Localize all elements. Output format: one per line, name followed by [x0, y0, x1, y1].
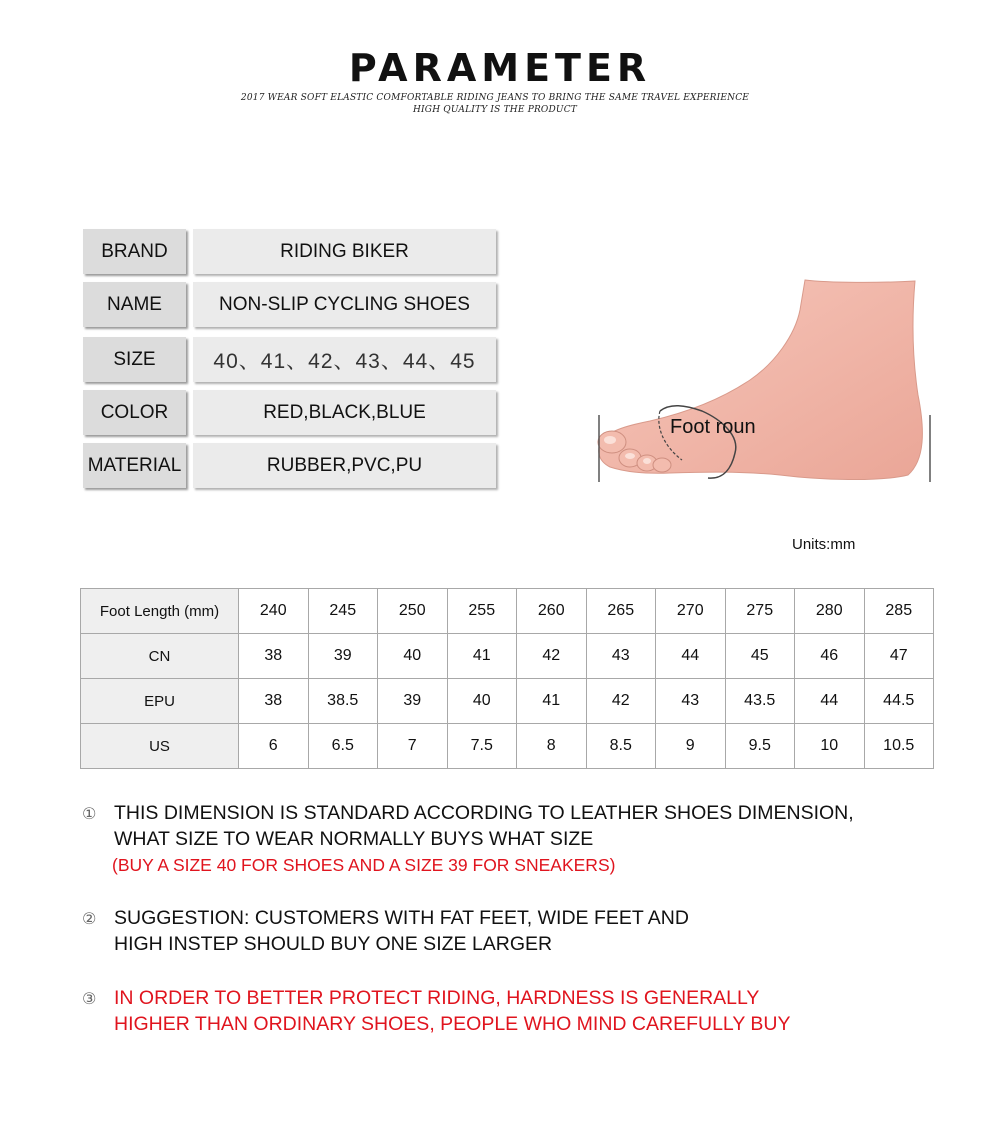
subtitle-line-1: 2017 WEAR SOFT ELASTIC COMFORTABLE RIDING JEANS TO BRING THE SAME TRAVEL EXPERIENCE: [240, 93, 750, 103]
note-3: [82, 986, 791, 1036]
table-cell: 285: [864, 589, 934, 634]
note-text: HIGHER THAN ORDINARY SHOES, PEOPLE WHO MIND CAREFULLY BUY: [114, 1013, 791, 1035]
param-key: COLOR: [83, 390, 186, 435]
table-cell: 260: [517, 589, 587, 634]
table-cell: 10: [795, 724, 865, 769]
page-subtitle: [0, 92, 990, 116]
table-cell: 280: [795, 589, 865, 634]
note-1: [82, 801, 854, 877]
subtitle-line-2: HIGH QUALITY IS THE PRODUCT: [413, 105, 577, 115]
table-row: [81, 634, 934, 679]
table-cell: 275: [725, 589, 795, 634]
param-key: BRAND: [83, 229, 186, 274]
note-red-text: (BUY A SIZE 40 FOR SHOES AND A SIZE 39 FOR SNEAKERS): [112, 855, 616, 875]
table-cell: 42: [517, 634, 587, 679]
table-cell: 43.5: [725, 679, 795, 724]
table-cell: 245: [308, 589, 378, 634]
table-cell: 39: [308, 634, 378, 679]
table-cell: 41: [447, 634, 517, 679]
table-cell: 7.5: [447, 724, 517, 769]
table-cell: 265: [586, 589, 656, 634]
row-header: CN: [81, 634, 239, 679]
table-row: [81, 589, 934, 634]
note-text: HIGH INSTEP SHOULD BUY ONE SIZE LARGER: [114, 933, 553, 955]
table-cell: 250: [378, 589, 448, 634]
note-text: SUGGESTION: CUSTOMERS WITH FAT FEET, WIDE FEET AND: [114, 907, 689, 929]
units-label: Units:mm: [792, 536, 856, 553]
table-cell: 40: [378, 634, 448, 679]
table-cell: 6.5: [308, 724, 378, 769]
table-cell: 8: [517, 724, 587, 769]
param-value: RUBBER,PVC,PU: [193, 443, 496, 488]
table-cell: 44: [656, 634, 726, 679]
table-cell: 270: [656, 589, 726, 634]
foot-icon: [590, 275, 940, 490]
table-cell: 41: [517, 679, 587, 724]
table-cell: 38.5: [308, 679, 378, 724]
foot-round-label: Foot roun: [670, 416, 756, 438]
table-row: [81, 679, 934, 724]
table-cell: 9: [656, 724, 726, 769]
table-cell: 42: [586, 679, 656, 724]
table-cell: 39: [378, 679, 448, 724]
row-header: EPU: [81, 679, 239, 724]
table-cell: 38: [239, 679, 309, 724]
note-text: THIS DIMENSION IS STANDARD ACCORDING TO LEATHER SHOES DIMENSION,: [114, 802, 854, 824]
param-value: 40、41、42、43、44、45: [193, 337, 496, 382]
table-cell: 38: [239, 634, 309, 679]
table-cell: 44: [795, 679, 865, 724]
table-cell: 40: [447, 679, 517, 724]
table-cell: 10.5: [864, 724, 934, 769]
table-cell: 43: [586, 634, 656, 679]
note-marker: ③: [82, 991, 97, 1008]
table-cell: 9.5: [725, 724, 795, 769]
table-cell: 255: [447, 589, 517, 634]
param-value: RED,BLACK,BLUE: [193, 390, 496, 435]
table-cell: 240: [239, 589, 309, 634]
table-cell: 8.5: [586, 724, 656, 769]
page-title: PARAMETER: [348, 46, 652, 90]
table-cell: 46: [795, 634, 865, 679]
note-marker: ②: [82, 911, 97, 928]
param-key: NAME: [83, 282, 186, 327]
table-cell: 45: [725, 634, 795, 679]
row-header: US: [81, 724, 239, 769]
param-key: MATERIAL: [83, 443, 186, 488]
param-value: NON-SLIP CYCLING SHOES: [193, 282, 496, 327]
note-2: [82, 906, 689, 956]
table-row: [81, 724, 934, 769]
row-header: Foot Length (mm): [81, 589, 239, 634]
foot-illustration: [590, 275, 940, 490]
note-marker: ①: [82, 806, 97, 823]
note-text: WHAT SIZE TO WEAR NORMALLY BUYS WHAT SIZE: [114, 828, 594, 850]
param-key: SIZE: [83, 337, 186, 382]
table-cell: 6: [239, 724, 309, 769]
table-cell: 7: [378, 724, 448, 769]
table-cell: 44.5: [864, 679, 934, 724]
param-value: RIDING BIKER: [193, 229, 496, 274]
note-text: IN ORDER TO BETTER PROTECT RIDING, HARDNESS IS GENERALLY: [114, 987, 760, 1009]
table-cell: 43: [656, 679, 726, 724]
size-chart-table: [80, 588, 934, 769]
table-cell: 47: [864, 634, 934, 679]
